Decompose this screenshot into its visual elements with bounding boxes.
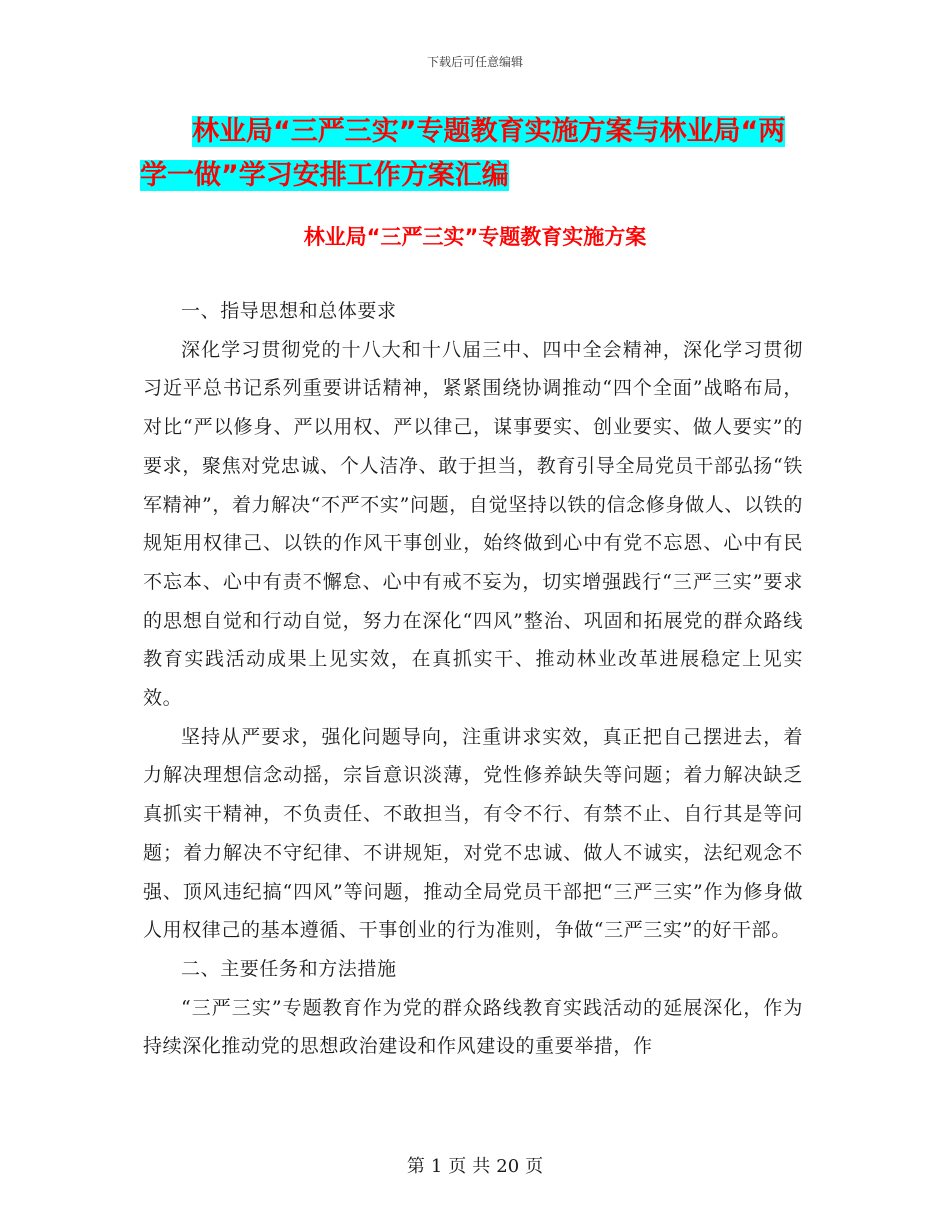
- footer-label-di: 第: [406, 1156, 425, 1177]
- footer-label-ye2: 页: [525, 1156, 544, 1177]
- heading-main-tasks: 二、主要任务和方法措施: [181, 957, 397, 980]
- title-line-2: [140, 154, 810, 198]
- heading-guiding-ideology: 一、指导思想和总体要求: [181, 300, 397, 322]
- page-total: 20: [496, 1156, 520, 1177]
- footer-label-ye: 页: [448, 1156, 467, 1177]
- document-body: [143, 292, 803, 1066]
- page-footer: [0, 1152, 950, 1178]
- paragraph: 坚持从严要求，强化问题导向，注重讲求实效，真正把自己摆进去，着力解决理想信念动摇，宗旨意识淡薄，党性修养缺失等问题；着力解决缺乏真抓实干精神，不负责任、不敢担当，有令不行、有禁不止、自行其是等问题；着力解决不守纪律、不讲规矩，对党不忠诚、做人不诚实，法纪观念不强、顶风违纪搞“四风”等问题，推动全局党员干部把“三严三实”作为修身做人用权律己的基本遵循、干事创业的行为准则，争做“三严三实”的好干部。: [143, 725, 803, 942]
- header-note: 下载后可任意编辑: [426, 55, 523, 69]
- title-line-1: [140, 110, 810, 154]
- title-line-1-text: 林业局“三严三实”专题教育实施方案与林业局“两: [192, 116, 786, 147]
- page-number: 1: [430, 1156, 443, 1177]
- document-title: [140, 110, 810, 198]
- section-title: 林业局“三严三实”专题教育实施方案: [303, 225, 647, 249]
- footer-label-gong: 共: [472, 1156, 491, 1177]
- title-line-2-text: 学一做”学习安排工作方案汇编: [140, 160, 509, 191]
- paragraph: “三严三实”专题教育作为党的群众路线教育实践活动的延展深化，作为持续深化推动党的思想政治建设和作风建设的重要举措，作: [143, 996, 803, 1058]
- paragraph: 深化学习贯彻党的十八大和十八届三中、四中全会精神，深化学习贯彻习近平总书记系列重要讲话精神，紧紧围绕协调推动“四个全面”战略布局，对比“严以修身、严以用权、严以律己，谋事要实、创业要实、做人要实”的要求，聚焦对党忠诚、个人洁净、敢于担当，教育引导全局党员干部弘扬“铁军精神”，着力解决“不严不实”问题，自觉坚持以铁的信念修身做人、以铁的规矩用权律己、以铁的作风干事创业，始终做到心中有党不忘恩、心中有民不忘本、心中有责不懈怠、心中有戒不妄为，切实增强践行“三严三实”要求的思想自觉和行动自觉，努力在深化“四风”整治、巩固和拓展党的群众路线教育实践活动成果上见实效，在真抓实干、推动林业改革进展稳定上见实效。: [143, 338, 803, 710]
